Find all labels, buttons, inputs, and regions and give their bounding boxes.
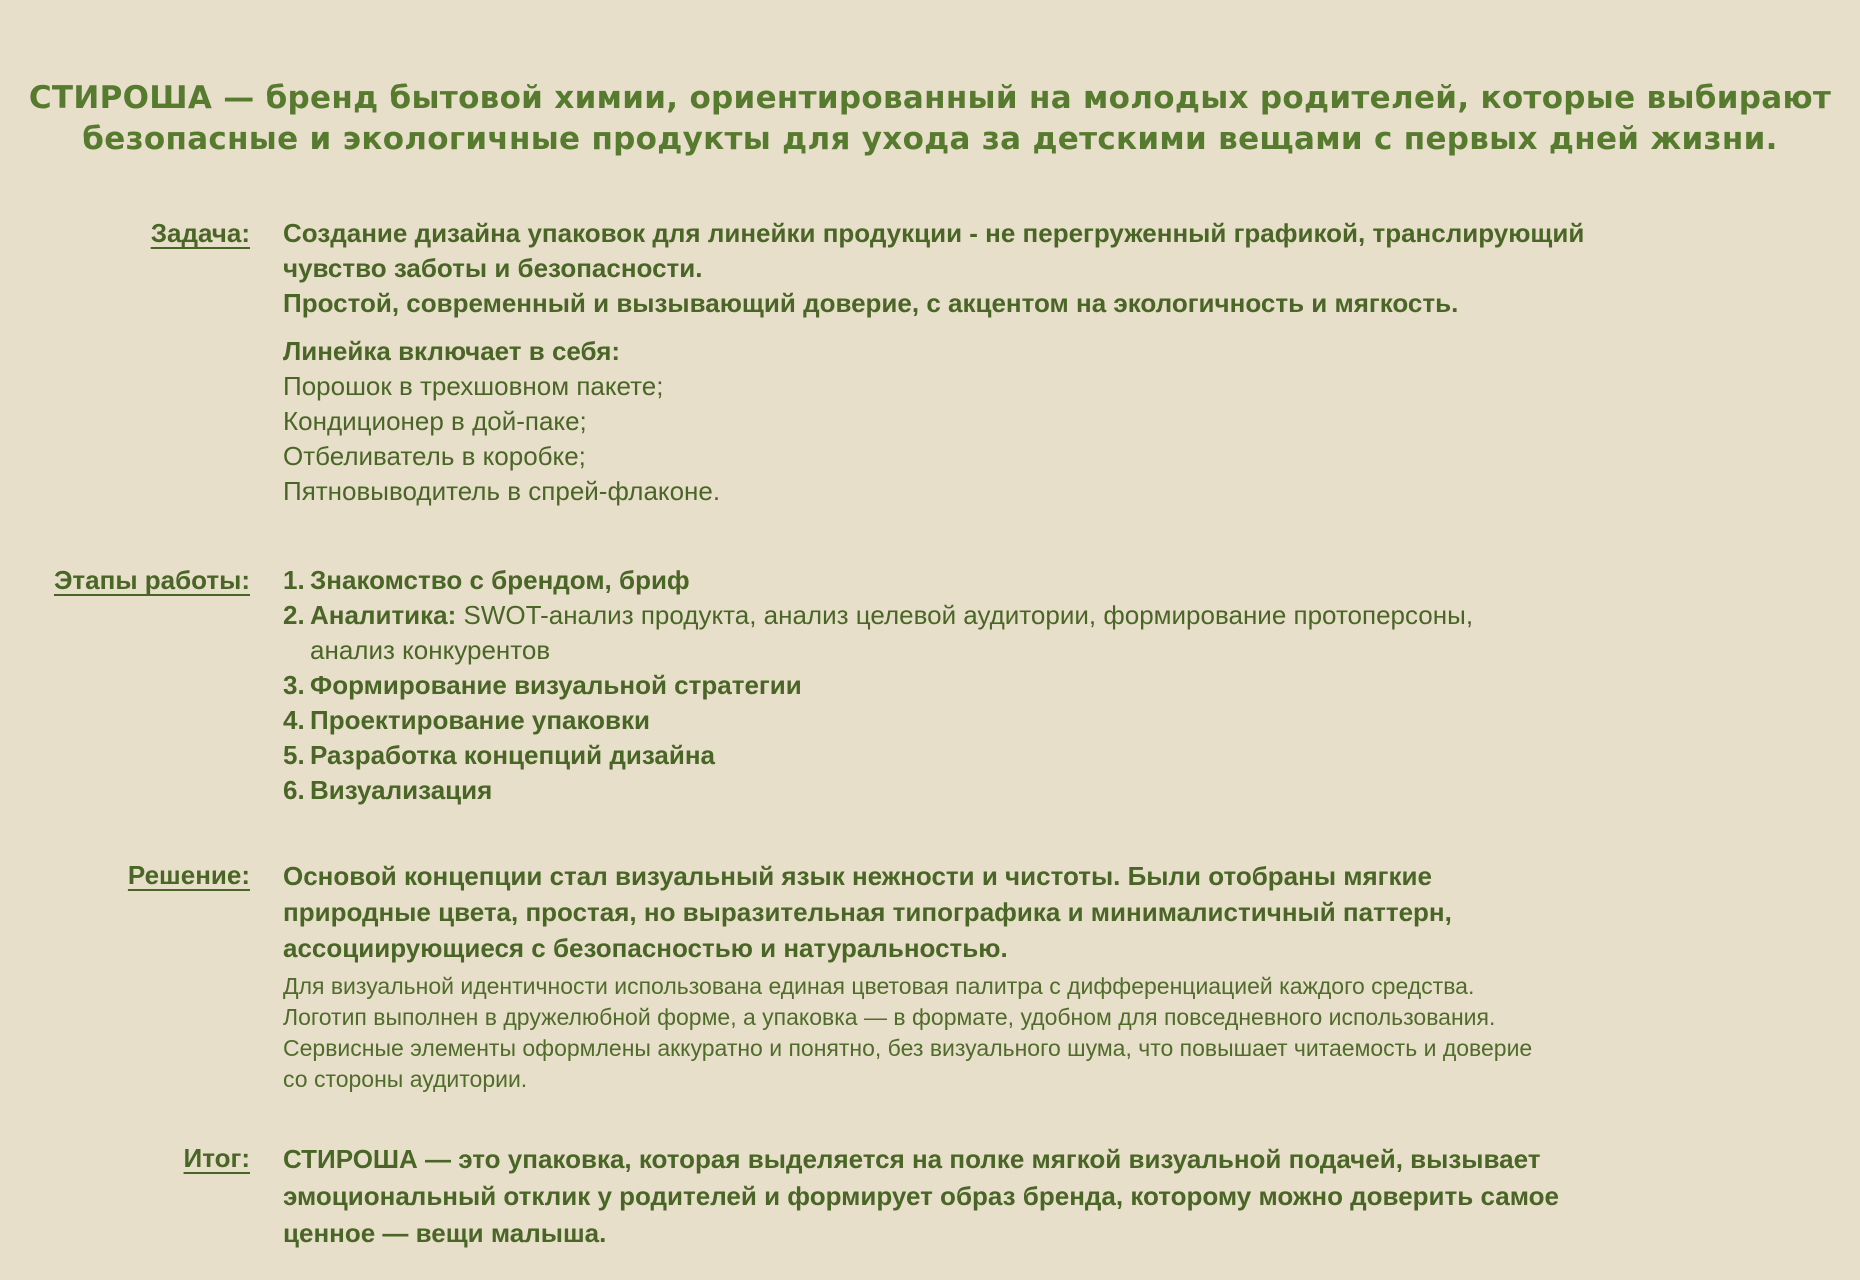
work-step-4 [283,703,1681,738]
step-number: 2. [283,600,305,630]
lineup-item: Отбеливатель в коробке; [283,441,586,471]
solution-label: Решение: [127,860,250,890]
case-sections [0,216,1860,1252]
work-step-2 [283,598,1681,633]
work-stages-content [283,563,1681,808]
step-title: Формирование визуальной стратегии [310,670,802,700]
task-line: Создание дизайна упаковок для линейки продукции - не перегруженный графикой, транслирующий [283,218,1585,248]
outcome-line: СТИРОША — это упаковка, которая выделяется на полке мягкой визуальной подачей, вызывает [283,1144,1541,1174]
lineup-item: Кондиционер в дой-паке; [283,406,587,436]
outcome-line: ценное — вещи малыша. [283,1218,607,1248]
step-number: 5. [283,740,305,770]
page [0,78,1860,1280]
step-number: 4. [283,705,305,735]
step-number: 3. [283,670,305,700]
solution-detail-line: со стороны аудитории. [283,1066,528,1092]
outcome-line: эмоциональный отклик у родителей и формирует образ бренда, которому можно доверить самое [283,1181,1559,1211]
task-content [283,216,1681,509]
step-title: Разработка концепций дизайна [310,740,716,770]
lineup-item: Пятновыводитель в спрей-флаконе. [283,476,721,506]
solution-bold-line: ассоциирующиеся с безопасностью и натуральностью. [283,933,1008,963]
solution-detail [283,971,1681,1095]
outcome-label: Итог: [183,1143,250,1173]
step-title: Проектирование упаковки [310,705,651,735]
lineup-title: Линейка включает в себя: [283,336,621,366]
lineup-item: Порошок в трехшовном пакете; [283,371,664,401]
task-label: Задача: [150,218,250,248]
step-number: 6. [283,775,305,805]
work-step-2-continued: анализ конкурентов [310,635,551,665]
work-step-5 [283,738,1681,773]
outcome-content [283,1141,1681,1252]
section-task [36,216,1860,509]
task-line: чувство заботы и безопасности. [283,253,703,283]
task-line: Простой, современный и вызывающий доверие, с акцентом на экологичность и мягкость. [283,288,1459,318]
step-detail: SWOT-анализ продукта, анализ целевой аудитории, формирование протоперсоны, [456,600,1474,630]
work-step-6 [283,773,1681,808]
brand-intro-line-2: безопасные и экологичные продукты для ухода за детскими вещами с первых дней жизни. [82,121,1778,157]
step-title: Знакомство с брендом, бриф [310,565,690,595]
section-solution [36,858,1860,1095]
work-step-3 [283,668,1681,703]
solution-content [283,858,1681,1095]
step-number: 1. [283,565,305,595]
brand-intro-heading [0,78,1860,160]
work-step-1 [283,563,1681,598]
solution-detail-line: Логотип выполнен в дружелюбной форме, а упаковка — в формате, удобном для повседневного использования. [283,1004,1496,1030]
section-outcome [36,1141,1860,1252]
section-work-stages [36,563,1860,808]
solution-detail-line: Сервисные элементы оформлены аккуратно и понятно, без визуального шума, что повышает читаемость и доверие [283,1035,1533,1061]
step-title: Визуализация [310,775,493,805]
work-stages-label: Этапы работы: [53,565,250,595]
brand-intro-line-1: СТИРОША — бренд бытовой химии, ориентированный на молодых родителей, которые выбирают [28,80,1832,116]
product-lineup [283,334,1681,509]
solution-bold-line: Основой концепции стал визуальный язык нежности и чистоты. Были отобраны мягкие [283,861,1432,891]
solution-detail-line: Для визуальной идентичности использована единая цветовая палитра с дифференциацией каждого средства. [283,973,1475,999]
solution-bold-line: природные цвета, простая, но выразительная типографика и минималистичный паттерн, [283,897,1452,927]
step-title: Аналитика: [310,600,457,630]
